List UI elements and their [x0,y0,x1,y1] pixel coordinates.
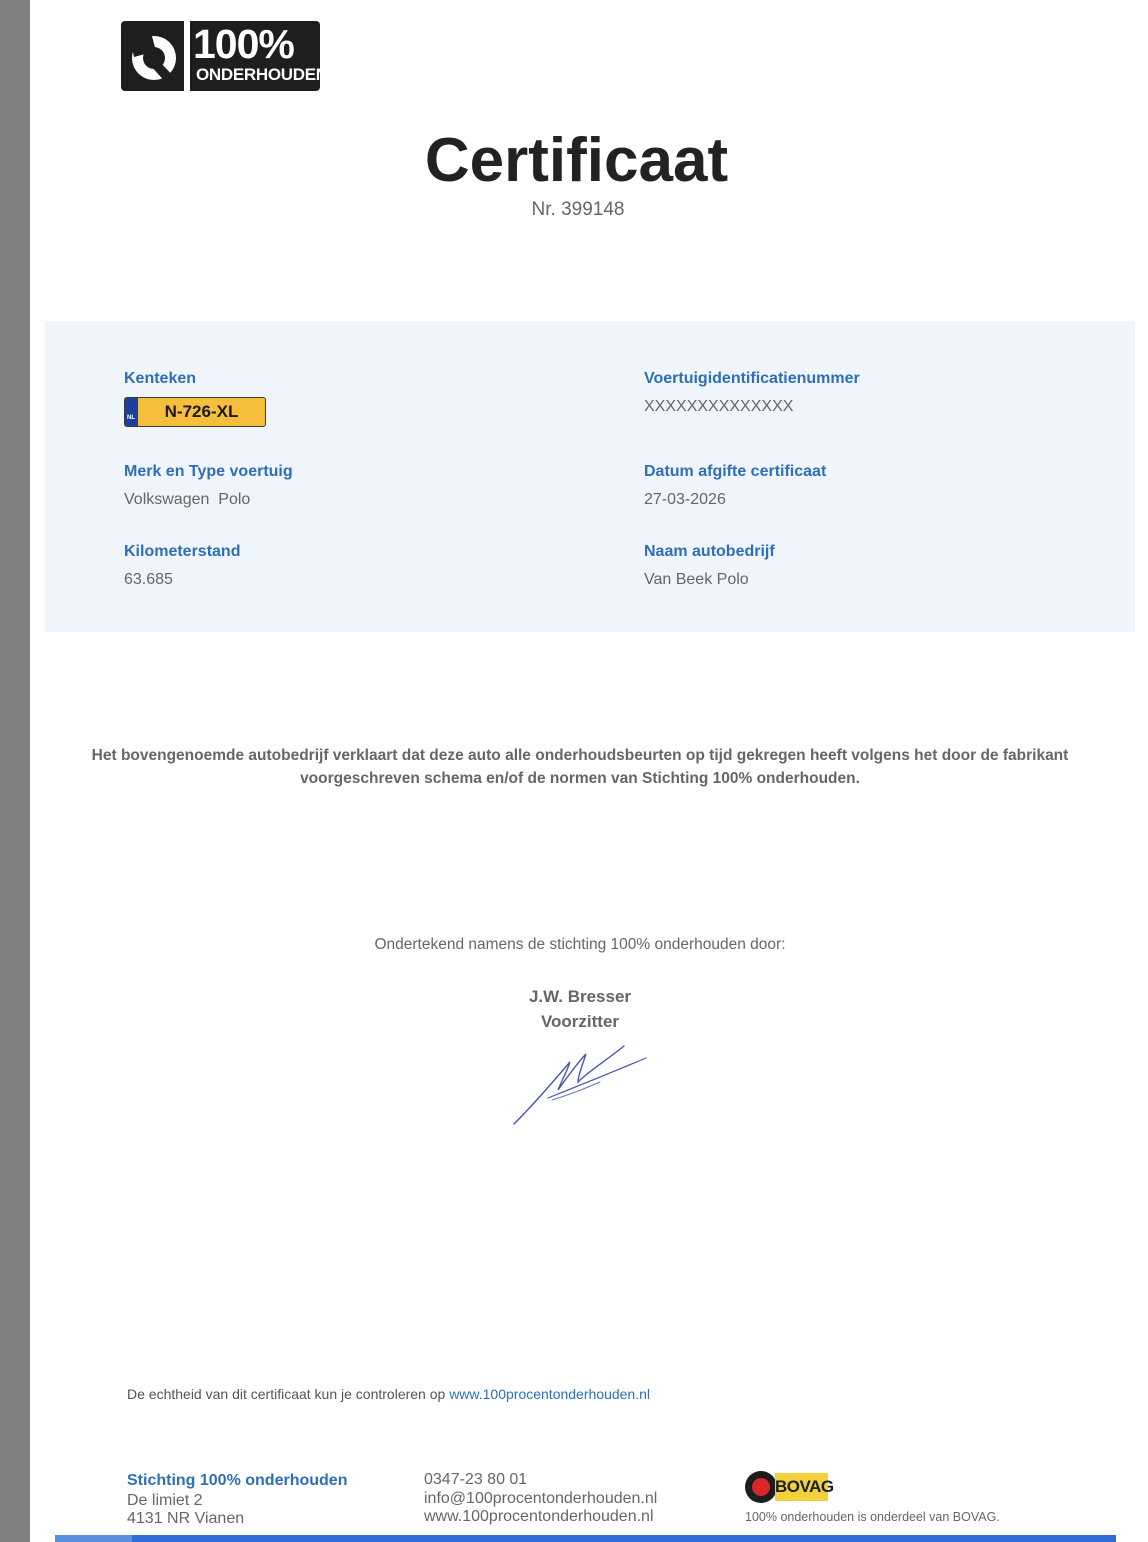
left-margin-bar [0,0,30,1542]
bovag-emblem-icon [745,1471,777,1503]
vin-value: XXXXXXXXXXXXXX [644,398,794,415]
vin-label: Voertuigidentificatienummer [644,370,860,387]
bovag-wordmark: BOVAG [775,1473,828,1501]
signer-block [0,984,1148,1034]
verification-text: De echtheid van dit certificaat kun je controleren op [127,1386,450,1402]
certificate-number: Nr. 399148 [531,199,625,220]
footer-address-line2: 4131 NR Vianen [127,1510,245,1527]
wrench-logo-icon [126,27,182,85]
logo-percentage: 100% [193,21,294,67]
signed-by-text: Ondertekend namens de stichting 100% onderhouden door: [374,936,786,953]
footer-address-line1: De limiet 2 [127,1492,203,1509]
eu-flag-band [125,398,138,426]
verification-note [127,1385,650,1403]
footer-bar [55,1535,1116,1542]
footer-website[interactable]: www.100procentonderhouden.nl [424,1508,654,1525]
logo-wordmark: ONDERHOUDEN [196,65,328,84]
verification-link[interactable]: www.100procentonderhouden.nl [449,1386,650,1402]
footer-org-name: Stichting 100% onderhouden [127,1472,348,1489]
bedrijf-value: Van Beek Polo [644,571,749,588]
signer-name: J.W. Bresser [528,987,632,1006]
footer-bar-accent [55,1535,132,1542]
merk-label: Merk en Type voertuig [124,463,293,480]
merk-value: Volkswagen Polo [124,491,251,508]
brand-logo [121,21,328,91]
footer-email[interactable]: info@100procentonderhouden.nl [424,1490,658,1507]
page-title: Certificaat [424,126,729,195]
datum-value: 27-03-2026 [644,491,726,508]
handwritten-signature [508,1040,653,1130]
signer-role: Voorzitter [540,1012,620,1031]
km-label: Kilometerstand [124,543,241,560]
kenteken-label: Kenteken [124,370,197,387]
plate-number: N-726-XL [164,402,239,421]
datum-label: Datum afgifte certificaat [644,463,827,480]
bovag-note: 100% onderhouden is onderdeel van BOVAG. [745,1510,1000,1524]
certification-statement: Het bovengenoemde autobedrijf verklaart dat deze auto alle onderhoudsbeurten op tijd gekregen heeft volgens het door de fabrikant voorgeschreven schema en/of de normen van Stichting 100% onderhouden. [91,747,1069,787]
plate-country-code: NL [127,415,135,421]
license-plate [124,397,266,427]
logo-separator [184,21,190,91]
bedrijf-label: Naam autobedrijf [644,543,775,560]
km-value: 63.685 [124,571,173,588]
footer-phone: 0347-23 80 01 [424,1471,528,1488]
bovag-logo [745,1471,834,1503]
